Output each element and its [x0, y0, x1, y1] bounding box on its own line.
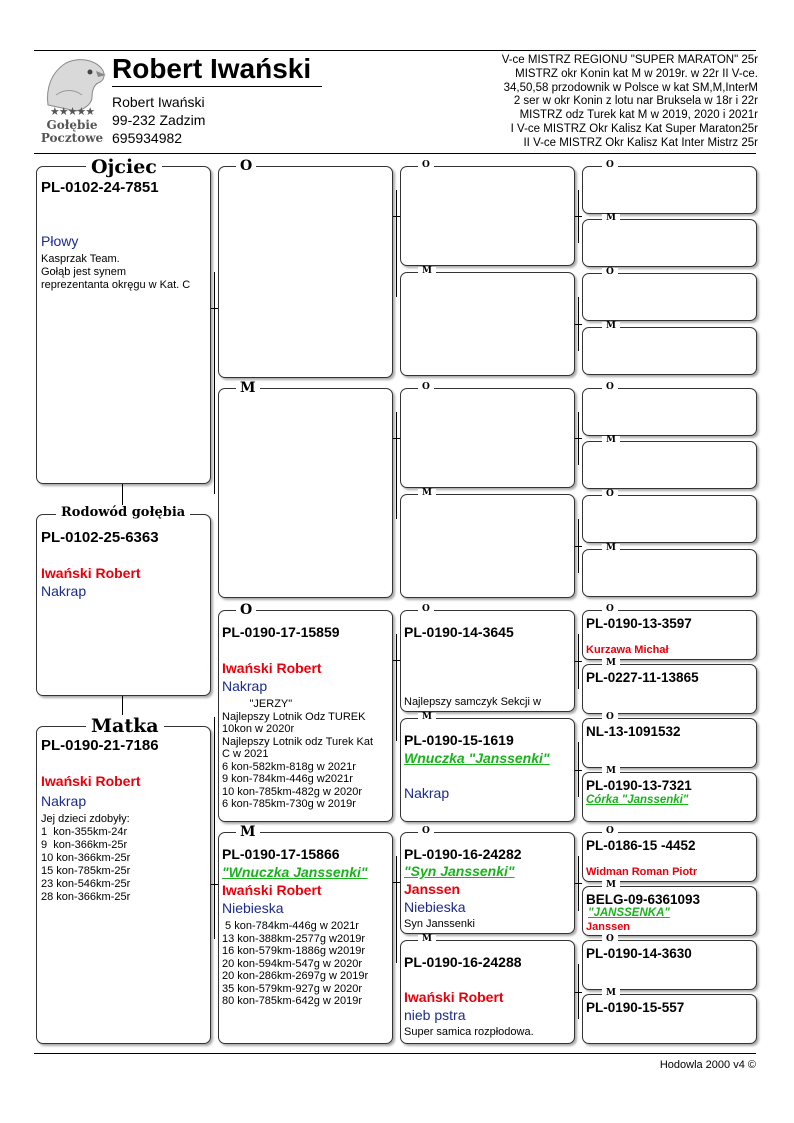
g4-card[interactable] [582, 273, 757, 321]
sex-label-m: M [602, 659, 620, 668]
mother-father-ring: PL-0190-17-15859 [222, 624, 340, 640]
mmf-name: "Syn Janssenki" [404, 863, 515, 879]
connector [214, 717, 215, 939]
header-top-rule [34, 50, 756, 51]
mff-note: Najlepszy samczyk Sekcji w [404, 696, 541, 708]
sex-label-m: M [236, 381, 260, 395]
sex-label-m: M [418, 489, 436, 498]
mother-father-note: "JERZY" Najlepszy Lotnik Odz TUREK 10kon w 2020r Najlepszy Lotnik odz Turek Kat C w 2021 6 kon-582km-818g w 2021r 9 kon-784km-446g w2021r 10 kon-785km-482g w 2020r 6 kon-785km-730g w 2019r [222, 698, 374, 810]
father-note: Kasprzak Team. Gołąb jest synem reprezentanta okręgu w Kat. C [41, 253, 191, 291]
mother-father-breeder: Iwański Robert [222, 660, 322, 676]
g4-card[interactable] [582, 219, 757, 267]
achievement-line: MISTRZ okr Konin kat M w 2019r. w 22r II V-ce. [515, 67, 758, 80]
father-label: Ojciec [86, 156, 162, 178]
mm-mother-card[interactable] [400, 940, 575, 1044]
achievement-line: I V-ce MISTRZ Okr Kalisz Kat Super Maraton25r [510, 122, 758, 135]
sex-label-m: M [602, 214, 620, 223]
achievement-line: II V-ce MISTRZ Okr Kalisz Kat Inter Mistrz 25r [523, 136, 758, 149]
breeder-name-underline [112, 86, 322, 87]
g4-card[interactable] [582, 388, 757, 436]
ff-father-card[interactable] [400, 166, 575, 266]
g4-card[interactable] [582, 327, 757, 375]
g4-card-b[interactable] [582, 664, 757, 714]
g4-card[interactable] [582, 549, 757, 597]
mf-father-card[interactable] [400, 610, 575, 712]
mother-card[interactable] [36, 726, 211, 1044]
connector [396, 190, 397, 297]
father-ring: PL-0102-24-7851 [41, 179, 159, 196]
sex-label-o: O [602, 383, 618, 392]
g4-a-ring: PL-0190-13-3597 [586, 616, 692, 631]
logo-stars: ★★★★★ [49, 106, 95, 118]
sex-label-m: M [236, 825, 260, 839]
sex-label-o: O [418, 383, 434, 392]
sex-label-o: O [418, 827, 434, 836]
connector [396, 634, 397, 741]
mother-mother-note: 5 kon-784km-446g w 2021r 13 kon-388km-2577g w2019r 16 kon-579km-1886g w2019r 20 kon-594km-547g w 2020r 20 kon-286km-2697g w 2019r 35 kon-579km-927g w 2020r 80 kon-785km-642g w 2019r [222, 920, 369, 1007]
logo-text-2: Pocztowe [40, 131, 104, 145]
mmm-breeder: Iwański Robert [404, 989, 504, 1005]
pigeon-breeder: Iwański Robert [41, 565, 141, 581]
g4-c-ring: NL-13-1091532 [586, 724, 681, 739]
sex-label-o: O [418, 161, 434, 170]
g4-b-ring: PL-0227-11-13865 [586, 670, 699, 685]
mfm-color: Nakrap [404, 785, 450, 801]
mother-father-card[interactable] [218, 610, 393, 822]
mother-mother-card[interactable] [218, 832, 393, 1044]
pigeon-label: Rodowód gołębia [56, 505, 190, 521]
achievements-list [502, 54, 758, 151]
sex-label-o: O [602, 605, 618, 614]
breeder-name: Robert Iwański [112, 53, 312, 84]
g4-h-ring: PL-0190-15-557 [586, 1000, 685, 1015]
mff-ring: PL-0190-14-3645 [404, 624, 514, 640]
mother-mother-breeder: Iwański Robert [222, 882, 322, 898]
mother-mother-ring: PL-0190-17-15866 [222, 846, 340, 862]
sex-label-o: O [236, 159, 256, 173]
mmm-note: Super samica rozpłodowa. [404, 1026, 534, 1038]
g4-card-a[interactable] [582, 610, 757, 660]
sex-label-o: O [602, 827, 618, 836]
g4-card-h[interactable] [582, 994, 757, 1044]
sex-label-m: M [418, 713, 436, 722]
pigeon-card[interactable] [36, 514, 211, 696]
sex-label-m: M [602, 436, 620, 445]
sex-label-m: M [418, 267, 436, 276]
sex-label-o: O [236, 603, 256, 617]
father-color: Płowy [41, 233, 79, 249]
connector [578, 856, 579, 911]
mother-ring: PL-0190-21-7186 [41, 737, 159, 754]
mother-father-color: Nakrap [222, 678, 268, 694]
sex-label-m: M [602, 881, 620, 890]
sex-label-o: O [602, 935, 618, 944]
g4-f-ring: BELG-09-6361093 [586, 892, 701, 907]
mmf-note: Syn Janssenki [404, 918, 475, 930]
sex-label-o: O [418, 605, 434, 614]
connector [578, 964, 579, 1019]
ff-mother-card[interactable] [400, 272, 575, 376]
g4-d-ring: PL-0190-13-7321 [586, 778, 692, 793]
mf-mother-card[interactable] [400, 718, 575, 822]
connector [578, 190, 579, 243]
achievement-line: 34,50,58 przodownik w Polsce w kat SM,M,InterM [503, 81, 758, 94]
father-card[interactable] [36, 166, 211, 484]
sex-label-m: M [602, 767, 620, 776]
g4-card[interactable] [582, 495, 757, 543]
mother-mother-color: Niebieska [222, 900, 284, 916]
logo [36, 55, 108, 147]
g4-f-breeder: Janssen [586, 921, 631, 933]
pigeon-color: Nakrap [41, 583, 87, 599]
mm-father-card[interactable] [400, 832, 575, 934]
mfm-ring: PL-0190-15-1619 [404, 732, 514, 748]
g4-e-breeder: Widman Roman Piotr [586, 866, 698, 878]
sex-label-m: M [602, 544, 620, 553]
contact-name: Robert Iwański [112, 94, 205, 110]
sex-label-o: O [602, 713, 618, 722]
fm-mother-card[interactable] [400, 494, 575, 598]
sex-label-o: O [602, 161, 618, 170]
connector [578, 519, 579, 573]
phone: 695934982 [112, 130, 183, 146]
g4-d-name: Córka "Janssenki" [586, 794, 689, 806]
mmf-color: Niebieska [404, 899, 466, 915]
connector [578, 742, 579, 797]
g4-a-breeder: Kurzawa Michał [586, 644, 669, 656]
g4-card-f[interactable] [582, 886, 757, 936]
g4-e-ring: PL-0186-15 -4452 [586, 838, 696, 853]
mother-mother-name: "Wnuczka Janssenki" [222, 864, 368, 880]
mother-breeder: Iwański Robert [41, 773, 141, 789]
achievement-line: MISTRZ odz Turek kat M w 2019, 2020 i 2021r [519, 109, 758, 122]
sex-label-m: M [418, 935, 436, 944]
mmf-ring: PL-0190-16-24282 [404, 846, 522, 862]
g4-card-d[interactable] [582, 772, 757, 822]
connector [578, 634, 579, 689]
sex-label-m: M [602, 322, 620, 331]
connector [578, 297, 579, 351]
sex-label-o: O [602, 268, 618, 277]
sex-label-m: M [602, 989, 620, 998]
achievement-line: 2 ser w okr Konin z lotu nar Bruksela w 18r i 22r [513, 95, 758, 108]
father-mother-card[interactable] [218, 388, 393, 598]
g4-card[interactable] [582, 166, 757, 214]
mother-note: Jej dzieci zdobyły: 1 kon-355km-24r 9 kon-366km-25r 10 kon-366km-25r 15 kon-785km-25r 23 kon-546km-25r 28 kon-366km-25r [41, 813, 131, 903]
pigeon-ring: PL-0102-25-6363 [41, 529, 159, 546]
g4-card-c[interactable] [582, 718, 757, 768]
mother-label: Matka [86, 715, 164, 737]
g4-card-e[interactable] [582, 832, 757, 882]
logo-text-1: Gołębie [46, 118, 98, 132]
g4-card-g[interactable] [582, 940, 757, 990]
g4-f-name: "JANSSENKA" [588, 907, 670, 919]
mother-color: Nakrap [41, 793, 87, 809]
header-bottom-rule [34, 153, 756, 154]
connector [396, 856, 397, 963]
mmm-ring: PL-0190-16-24288 [404, 954, 522, 970]
footer-credit: Hodowla 2000 v4 © [659, 1059, 756, 1071]
fm-father-card[interactable] [400, 388, 575, 488]
mmm-color: nieb pstra [404, 1007, 466, 1023]
address: 99-232 Zadzim [112, 112, 206, 128]
g4-g-ring: PL-0190-14-3630 [586, 946, 692, 961]
connector [578, 412, 579, 465]
connector [214, 272, 215, 494]
sex-label-o: O [602, 490, 618, 499]
footer-rule [34, 1053, 756, 1054]
mmf-breeder: Janssen [404, 881, 461, 897]
father-father-card[interactable] [218, 166, 393, 378]
achievement-line: V-ce MISTRZ REGIONU "SUPER MARATON" 25r [501, 54, 758, 66]
connector [396, 412, 397, 519]
mfm-name: Wnuczka "Janssenki" [404, 750, 550, 766]
g4-card[interactable] [582, 441, 757, 489]
